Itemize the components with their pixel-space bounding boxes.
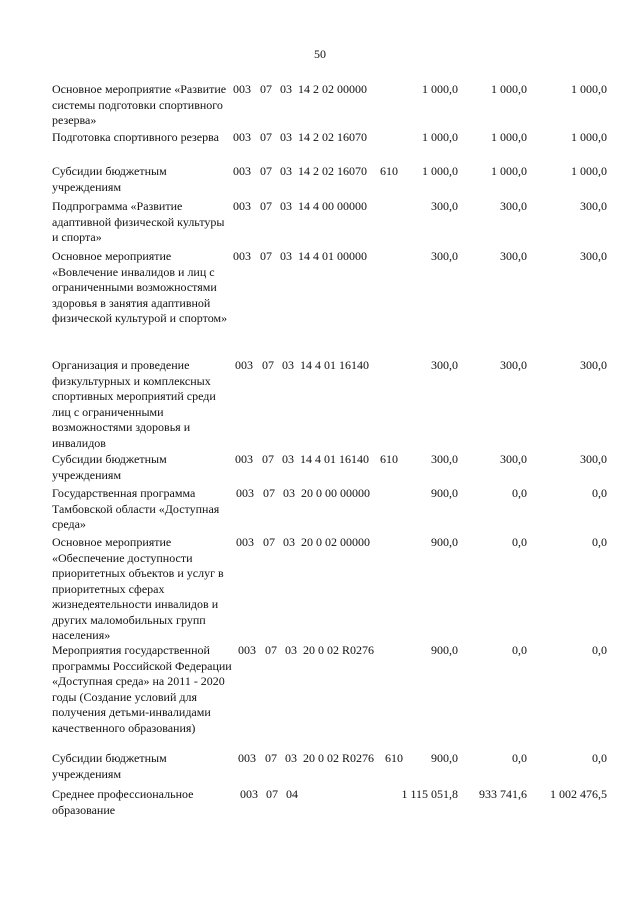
code-g: 003 — [233, 82, 251, 96]
value-2: 300,0 — [500, 452, 527, 466]
code-s: 03 — [280, 164, 292, 178]
code-r: 07 — [260, 82, 272, 96]
value-2: 1 000,0 — [491, 130, 527, 144]
code-csr: 20 0 02 R0276 — [303, 643, 375, 657]
code-csr: 14 4 01 00000 — [298, 249, 367, 263]
row-name: Мероприятия государственной программы Российской Федерации «Доступная среда» на 2011 - 2020 годы (Создание условий для получения детьми-инвалидами качественного образования) — [52, 643, 232, 735]
code-vr: 610 — [380, 452, 398, 466]
value-1: 300,0 — [431, 358, 458, 372]
code-vr: 610 — [385, 751, 403, 765]
value-3: 0,0 — [592, 751, 607, 765]
value-3: 300,0 — [580, 452, 607, 466]
row-name: Субсидии бюджетным учреждениям — [52, 164, 167, 194]
row-name: Субсидии бюджетным учреждениям — [52, 751, 167, 781]
value-1: 1 000,0 — [422, 82, 458, 96]
value-2: 0,0 — [512, 751, 527, 765]
code-s: 03 — [282, 452, 294, 466]
row-name: Основное мероприятие «Обеспечение доступности приоритетных объектов и услуг в приоритетных сферах жизнедеятельности инвалидов и других маломобильных групп населения» — [52, 535, 224, 642]
code-csr: 20 0 00 00000 — [301, 486, 370, 500]
value-1: 1 000,0 — [422, 164, 458, 178]
value-1: 300,0 — [431, 199, 458, 213]
code-s: 04 — [286, 787, 298, 801]
code-g: 003 — [233, 164, 251, 178]
value-2: 0,0 — [512, 643, 527, 657]
code-r: 07 — [263, 535, 275, 549]
code-g: 003 — [240, 787, 258, 801]
code-r: 07 — [262, 358, 274, 372]
code-g: 003 — [235, 452, 253, 466]
value-1: 900,0 — [431, 535, 458, 549]
code-r: 07 — [260, 130, 272, 144]
value-1: 300,0 — [431, 249, 458, 263]
value-1: 900,0 — [431, 751, 458, 765]
value-1: 1 000,0 — [422, 130, 458, 144]
code-csr: 20 0 02 R0276 — [303, 751, 375, 765]
code-r: 07 — [260, 199, 272, 213]
code-g: 003 — [233, 249, 251, 263]
value-3: 300,0 — [580, 249, 607, 263]
code-g: 003 — [233, 199, 251, 213]
code-csr: 14 4 00 00000 — [298, 199, 367, 213]
row-name: Государственная программа Тамбовской области «Доступная среда» — [52, 486, 220, 531]
row-name: Подготовка спортивного резерва — [52, 130, 219, 144]
code-s: 03 — [280, 82, 292, 96]
code-csr: 20 0 02 00000 — [301, 535, 370, 549]
code-g: 003 — [238, 751, 256, 765]
value-3: 0,0 — [592, 486, 607, 500]
code-s: 03 — [280, 199, 292, 213]
row-name: Подпрограмма «Развитие адаптивной физической культуры и спорта» — [52, 199, 225, 244]
row-name: Субсидии бюджетным учреждениям — [52, 452, 167, 482]
value-1: 900,0 — [431, 643, 458, 657]
value-2: 0,0 — [512, 486, 527, 500]
code-s: 03 — [285, 751, 297, 765]
code-csr: 14 2 02 00000 — [298, 82, 367, 96]
code-s: 03 — [280, 249, 292, 263]
code-csr: 14 2 02 16070 — [298, 130, 367, 144]
value-3: 300,0 — [580, 199, 607, 213]
value-2: 300,0 — [500, 199, 527, 213]
row-name: Организация и проведение физкультурных и комплексных спортивных мероприятий среди лиц с ограниченными возможностями здоровья и инвалидов — [52, 358, 216, 450]
code-csr: 14 2 02 16070 — [298, 164, 367, 178]
value-2: 933 741,6 — [479, 787, 527, 801]
code-g: 003 — [235, 358, 253, 372]
code-r: 07 — [263, 486, 275, 500]
value-3: 300,0 — [580, 358, 607, 372]
value-3: 0,0 — [592, 535, 607, 549]
value-1: 1 115 051,8 — [401, 787, 458, 801]
value-2: 1 000,0 — [491, 82, 527, 96]
row-name: Основное мероприятие «Вовлечение инвалидов и лиц с ограниченными возможностями здоровья в занятия адаптивной физической культурой и спортом» — [52, 249, 228, 325]
code-csr: 14 4 01 16140 — [300, 452, 369, 466]
row-name: Основное мероприятие «Развитие системы подготовки спортивного резерва» — [52, 82, 227, 127]
value-3: 1 000,0 — [571, 82, 607, 96]
value-2: 1 000,0 — [491, 164, 527, 178]
code-r: 07 — [260, 249, 272, 263]
code-r: 07 — [260, 164, 272, 178]
code-s: 03 — [283, 486, 295, 500]
value-1: 900,0 — [431, 486, 458, 500]
code-csr: 14 4 01 16140 — [300, 358, 369, 372]
value-3: 1 000,0 — [571, 130, 607, 144]
code-g: 003 — [233, 130, 251, 144]
value-2: 0,0 — [512, 535, 527, 549]
code-vr: 610 — [380, 164, 398, 178]
code-g: 003 — [236, 535, 254, 549]
code-s: 03 — [282, 358, 294, 372]
code-r: 07 — [266, 787, 278, 801]
value-3: 1 000,0 — [571, 164, 607, 178]
value-2: 300,0 — [500, 358, 527, 372]
value-3: 0,0 — [592, 643, 607, 657]
code-r: 07 — [265, 643, 277, 657]
value-2: 300,0 — [500, 249, 527, 263]
code-s: 03 — [280, 130, 292, 144]
row-name: Среднее профессиональное образование — [52, 787, 194, 817]
code-r: 07 — [262, 452, 274, 466]
value-3: 1 002 476,5 — [550, 787, 607, 801]
value-1: 300,0 — [431, 452, 458, 466]
code-g: 003 — [236, 486, 254, 500]
code-r: 07 — [265, 751, 277, 765]
code-s: 03 — [283, 535, 295, 549]
code-s: 03 — [285, 643, 297, 657]
page-number: 50 — [314, 47, 326, 61]
code-g: 003 — [238, 643, 256, 657]
